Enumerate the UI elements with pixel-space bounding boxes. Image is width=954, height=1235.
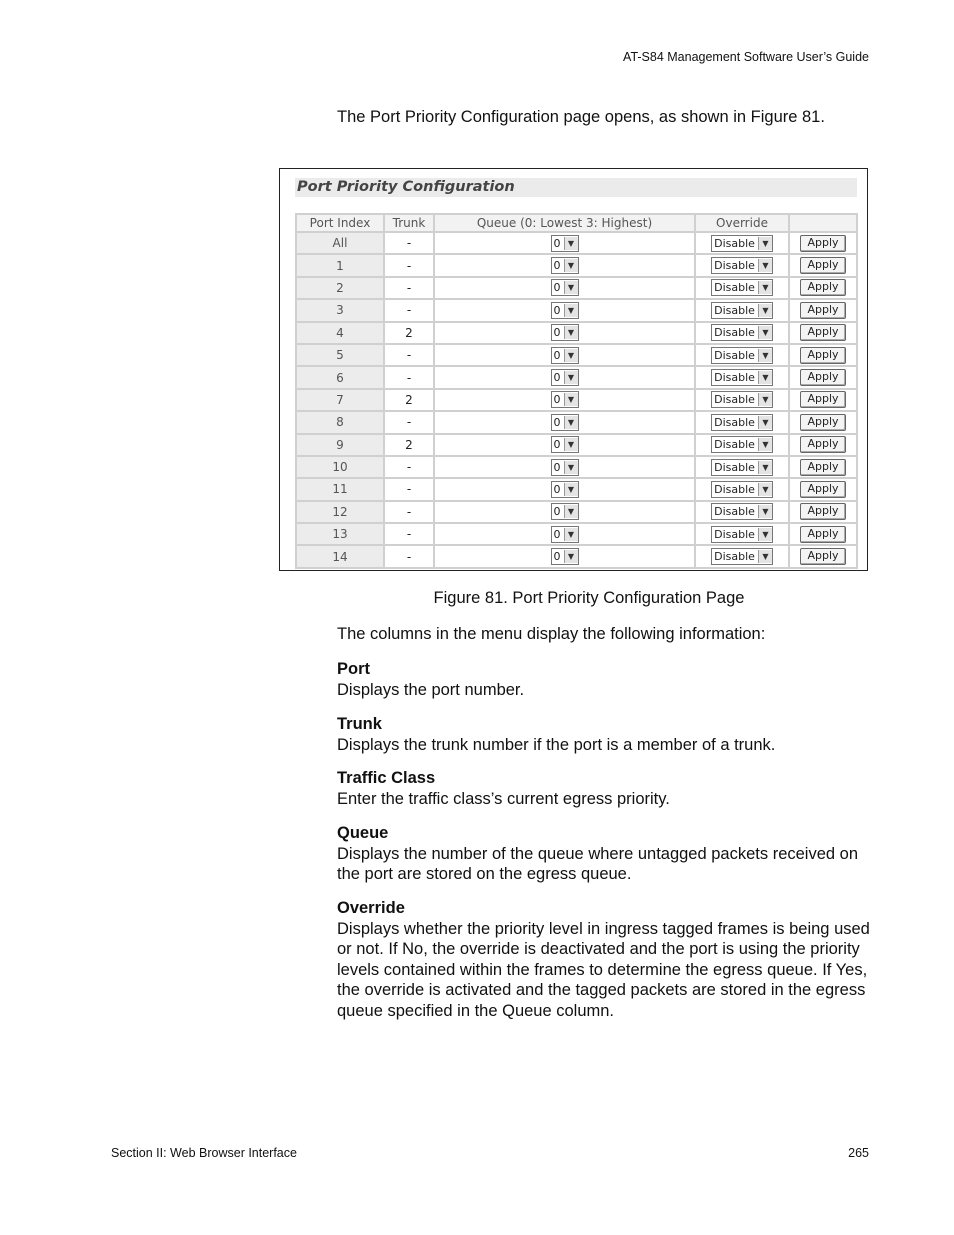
trunk-cell: - — [385, 300, 433, 320]
definition-override — [337, 898, 872, 1021]
action-cell — [790, 233, 856, 253]
queue-select[interactable] — [551, 324, 579, 341]
term-traffic-class: Traffic Class — [337, 769, 436, 787]
chevron-down-icon: ▼ — [564, 461, 578, 474]
trunk-cell: 2 — [385, 323, 433, 343]
definition-port — [337, 659, 872, 700]
override-select-value: Disable — [714, 371, 755, 385]
table-row — [297, 278, 856, 298]
apply-button[interactable]: Apply — [800, 302, 845, 319]
queue-cell — [435, 390, 694, 410]
apply-button[interactable]: Apply — [800, 257, 845, 274]
override-cell — [696, 502, 788, 522]
chevron-down-icon: ▼ — [758, 326, 772, 339]
queue-select[interactable] — [551, 436, 579, 453]
override-select-value: Disable — [714, 303, 755, 317]
queue-select[interactable] — [551, 279, 579, 296]
queue-cell — [435, 479, 694, 499]
intro-paragraph: The Port Priority Configuration page opens, as shown in Figure 81. — [337, 108, 825, 126]
override-select[interactable] — [711, 324, 773, 341]
override-cell — [696, 435, 788, 455]
trunk-cell: - — [385, 278, 433, 298]
table-row — [297, 524, 856, 544]
chevron-down-icon: ▼ — [564, 483, 578, 496]
override-cell — [696, 524, 788, 544]
queue-cell — [435, 457, 694, 477]
queue-select[interactable] — [551, 526, 579, 543]
table-row — [297, 255, 856, 275]
override-select-value: Disable — [714, 482, 755, 496]
queue-cell — [435, 546, 694, 566]
term-queue: Queue — [337, 824, 389, 842]
desc-traffic-class: Enter the traffic class’s current egress priority. — [337, 789, 670, 808]
override-cell — [696, 323, 788, 343]
columns-intro: The columns in the menu display the following information: — [337, 625, 766, 643]
chevron-down-icon: ▼ — [564, 281, 578, 294]
port-index-cell: 13 — [297, 524, 383, 544]
override-select[interactable] — [711, 503, 773, 520]
footer-page-number: 265 — [848, 1146, 869, 1160]
action-cell — [790, 323, 856, 343]
desc-queue: Displays the number of the queue where untagged packets received on the port are stored on the egress queue. — [337, 844, 858, 883]
port-index-cell: 11 — [297, 479, 383, 499]
port-priority-screenshot — [279, 168, 868, 571]
override-select[interactable] — [711, 391, 773, 408]
port-priority-table — [295, 213, 858, 569]
table-row — [297, 323, 856, 343]
queue-select[interactable] — [551, 548, 579, 565]
column-header-queue: Queue (0: Lowest 3: Highest) — [435, 215, 694, 231]
port-index-cell: 14 — [297, 546, 383, 566]
queue-select-value: 0 — [553, 415, 561, 429]
action-cell — [790, 412, 856, 432]
queue-cell — [435, 367, 694, 387]
queue-select-value: 0 — [553, 348, 561, 362]
override-cell — [696, 300, 788, 320]
definition-traffic-class — [337, 768, 872, 809]
action-cell — [790, 278, 856, 298]
queue-select-value: 0 — [553, 505, 561, 519]
action-cell — [790, 390, 856, 410]
override-select[interactable] — [711, 526, 773, 543]
chevron-down-icon: ▼ — [758, 438, 772, 451]
chevron-down-icon: ▼ — [758, 461, 772, 474]
apply-button[interactable]: Apply — [800, 459, 845, 476]
chevron-down-icon: ▼ — [564, 326, 578, 339]
chevron-down-icon: ▼ — [758, 416, 772, 429]
table-row — [297, 345, 856, 365]
queue-select-value: 0 — [553, 460, 561, 474]
queue-cell — [435, 345, 694, 365]
running-header: AT-S84 Management Software User’s Guide — [623, 50, 869, 64]
override-cell — [696, 345, 788, 365]
queue-cell — [435, 323, 694, 343]
apply-button[interactable]: Apply — [800, 436, 845, 453]
queue-select-value: 0 — [553, 281, 561, 295]
trunk-cell: - — [385, 345, 433, 365]
override-select-value: Disable — [714, 438, 755, 452]
port-index-cell: 12 — [297, 502, 383, 522]
chevron-down-icon: ▼ — [564, 438, 578, 451]
queue-cell — [435, 502, 694, 522]
override-select[interactable] — [711, 459, 773, 476]
column-header-port-index: Port Index — [297, 215, 383, 231]
override-select-value: Disable — [714, 527, 755, 541]
action-cell — [790, 435, 856, 455]
action-cell — [790, 479, 856, 499]
definition-trunk — [337, 714, 872, 755]
queue-select-value: 0 — [553, 527, 561, 541]
override-cell — [696, 457, 788, 477]
port-index-cell: 4 — [297, 323, 383, 343]
chevron-down-icon: ▼ — [758, 505, 772, 518]
chevron-down-icon: ▼ — [564, 550, 578, 563]
trunk-cell: 2 — [385, 390, 433, 410]
chevron-down-icon: ▼ — [758, 483, 772, 496]
action-cell — [790, 300, 856, 320]
queue-cell — [435, 278, 694, 298]
chevron-down-icon: ▼ — [758, 259, 772, 272]
override-cell — [696, 546, 788, 566]
override-select[interactable] — [711, 279, 773, 296]
port-index-cell: 9 — [297, 435, 383, 455]
override-select-value: Disable — [714, 326, 755, 340]
desc-port: Displays the port number. — [337, 680, 525, 699]
table-row — [297, 435, 856, 455]
chevron-down-icon: ▼ — [758, 349, 772, 362]
override-select[interactable] — [711, 414, 773, 431]
queue-select[interactable] — [551, 347, 579, 364]
override-select[interactable] — [711, 369, 773, 386]
definition-queue — [337, 823, 872, 885]
chevron-down-icon: ▼ — [564, 393, 578, 406]
port-index-cell: 8 — [297, 412, 383, 432]
chevron-down-icon: ▼ — [564, 304, 578, 317]
queue-select-value: 0 — [553, 393, 561, 407]
queue-select-value: 0 — [553, 482, 561, 496]
chevron-down-icon: ▼ — [758, 304, 772, 317]
action-cell — [790, 524, 856, 544]
column-header-override: Override — [696, 215, 788, 231]
chevron-down-icon: ▼ — [564, 416, 578, 429]
chevron-down-icon: ▼ — [758, 371, 772, 384]
queue-cell — [435, 412, 694, 432]
apply-button[interactable]: Apply — [800, 235, 845, 252]
override-select-value: Disable — [714, 505, 755, 519]
queue-select[interactable] — [551, 414, 579, 431]
action-cell — [790, 502, 856, 522]
override-select-value: Disable — [714, 348, 755, 362]
chevron-down-icon: ▼ — [758, 528, 772, 541]
queue-select-value: 0 — [553, 236, 561, 250]
figure-page-title: Port Priority Configuration — [295, 178, 857, 197]
queue-select[interactable] — [551, 302, 579, 319]
table-row — [297, 412, 856, 432]
port-index-cell: 1 — [297, 255, 383, 275]
trunk-cell: 2 — [385, 435, 433, 455]
override-select[interactable] — [711, 548, 773, 565]
action-cell — [790, 546, 856, 566]
column-header-action — [790, 215, 856, 231]
queue-cell — [435, 300, 694, 320]
chevron-down-icon: ▼ — [564, 349, 578, 362]
action-cell — [790, 457, 856, 477]
trunk-cell: - — [385, 457, 433, 477]
override-cell — [696, 278, 788, 298]
override-select-value: Disable — [714, 393, 755, 407]
apply-button[interactable]: Apply — [800, 347, 845, 364]
table-row — [297, 479, 856, 499]
chevron-down-icon: ▼ — [564, 371, 578, 384]
override-cell — [696, 233, 788, 253]
queue-select-value: 0 — [553, 259, 561, 273]
chevron-down-icon: ▼ — [564, 505, 578, 518]
override-cell — [696, 412, 788, 432]
port-index-cell: 2 — [297, 278, 383, 298]
port-index-cell: 3 — [297, 300, 383, 320]
queue-select-value: 0 — [553, 550, 561, 564]
action-cell — [790, 255, 856, 275]
port-index-cell: All — [297, 233, 383, 253]
table-row — [297, 457, 856, 477]
override-select[interactable] — [711, 235, 773, 252]
queue-select-value: 0 — [553, 371, 561, 385]
term-trunk: Trunk — [337, 715, 382, 733]
apply-button[interactable]: Apply — [800, 279, 845, 296]
table-row — [297, 546, 856, 566]
queue-cell — [435, 435, 694, 455]
override-select[interactable] — [711, 436, 773, 453]
column-header-trunk: Trunk — [385, 215, 433, 231]
action-cell — [790, 345, 856, 365]
queue-cell — [435, 524, 694, 544]
chevron-down-icon: ▼ — [758, 393, 772, 406]
apply-button[interactable]: Apply — [800, 414, 845, 431]
table-row — [297, 233, 856, 253]
trunk-cell: - — [385, 367, 433, 387]
queue-select-value: 0 — [553, 438, 561, 452]
table-row — [297, 300, 856, 320]
override-cell — [696, 255, 788, 275]
override-cell — [696, 479, 788, 499]
override-select-value: Disable — [714, 259, 755, 273]
queue-select[interactable] — [551, 481, 579, 498]
apply-button[interactable]: Apply — [800, 503, 845, 520]
port-index-cell: 7 — [297, 390, 383, 410]
queue-select[interactable] — [551, 503, 579, 520]
override-select[interactable] — [711, 347, 773, 364]
override-select-value: Disable — [714, 236, 755, 250]
table-row — [297, 502, 856, 522]
trunk-cell: - — [385, 502, 433, 522]
queue-select[interactable] — [551, 369, 579, 386]
apply-button[interactable]: Apply — [800, 548, 845, 565]
desc-override: Displays whether the priority level in ingress tagged frames is being used or not. If No, the override is deactivated and the port is using the priority levels contained within the frames to determine the egress queue. If Yes, the override is activated and the tagged packets are stored in the egress queue specified in the Queue column. — [337, 919, 870, 1020]
table-row — [297, 367, 856, 387]
trunk-cell: - — [385, 546, 433, 566]
override-select[interactable] — [711, 481, 773, 498]
footer-section: Section II: Web Browser Interface — [111, 1146, 297, 1160]
desc-trunk: Displays the trunk number if the port is a member of a trunk. — [337, 735, 776, 754]
chevron-down-icon: ▼ — [758, 550, 772, 563]
queue-cell — [435, 233, 694, 253]
port-index-cell: 6 — [297, 367, 383, 387]
queue-select[interactable] — [551, 235, 579, 252]
port-index-cell: 5 — [297, 345, 383, 365]
override-select-value: Disable — [714, 415, 755, 429]
apply-button[interactable]: Apply — [800, 391, 845, 408]
queue-select[interactable] — [551, 391, 579, 408]
trunk-cell: - — [385, 412, 433, 432]
queue-select[interactable] — [551, 257, 579, 274]
queue-select[interactable] — [551, 459, 579, 476]
trunk-cell: - — [385, 255, 433, 275]
override-select[interactable] — [711, 257, 773, 274]
queue-cell — [435, 255, 694, 275]
term-override: Override — [337, 899, 405, 917]
trunk-cell: - — [385, 233, 433, 253]
apply-button[interactable]: Apply — [800, 369, 845, 386]
trunk-cell: - — [385, 524, 433, 544]
chevron-down-icon: ▼ — [564, 528, 578, 541]
queue-select-value: 0 — [553, 303, 561, 317]
chevron-down-icon: ▼ — [564, 237, 578, 250]
action-cell — [790, 367, 856, 387]
chevron-down-icon: ▼ — [564, 259, 578, 272]
trunk-cell: - — [385, 479, 433, 499]
apply-button[interactable]: Apply — [800, 481, 845, 498]
term-port: Port — [337, 660, 370, 678]
port-index-cell: 10 — [297, 457, 383, 477]
override-cell — [696, 367, 788, 387]
override-select-value: Disable — [714, 460, 755, 474]
chevron-down-icon: ▼ — [758, 281, 772, 294]
override-select[interactable] — [711, 302, 773, 319]
override-cell — [696, 390, 788, 410]
override-select-value: Disable — [714, 550, 755, 564]
apply-button[interactable]: Apply — [800, 324, 845, 341]
chevron-down-icon: ▼ — [758, 237, 772, 250]
queue-select-value: 0 — [553, 326, 561, 340]
override-select-value: Disable — [714, 281, 755, 295]
table-row — [297, 390, 856, 410]
figure-caption: Figure 81. Port Priority Configuration Page — [433, 589, 745, 607]
apply-button[interactable]: Apply — [800, 526, 845, 543]
